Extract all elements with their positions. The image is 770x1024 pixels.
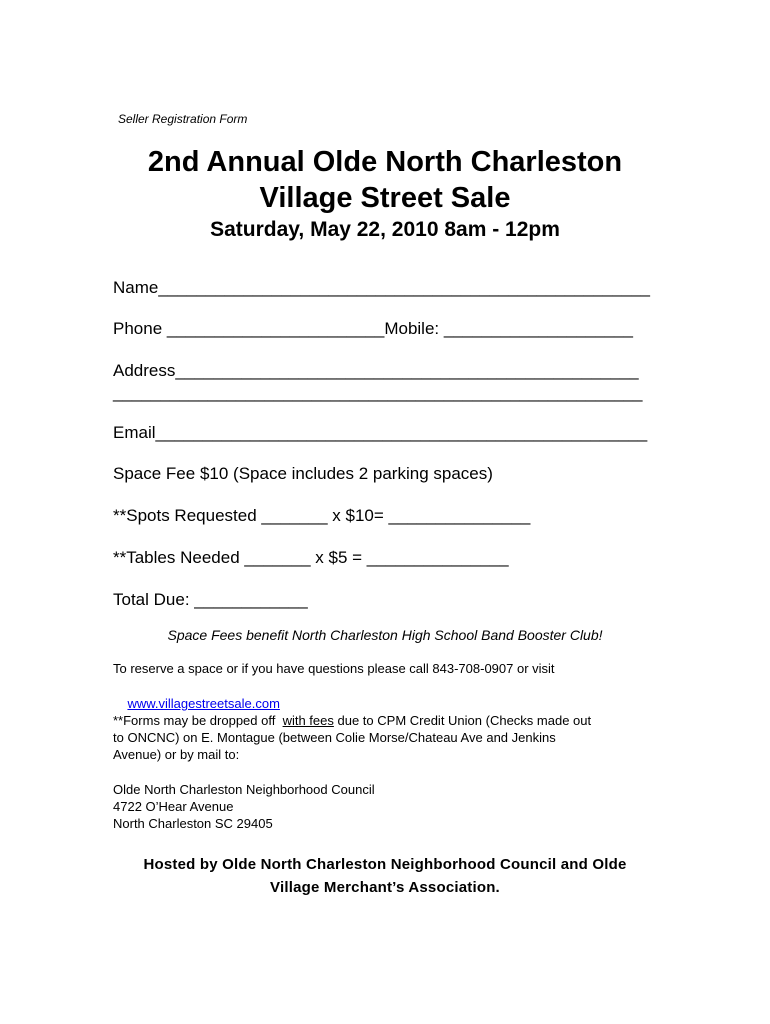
name-field[interactable]: Name____________________________________________________	[113, 278, 650, 297]
phone-mobile-field[interactable]: Phone _______________________Mobile: ____________________	[113, 319, 633, 338]
tables-needed-field[interactable]: **Tables Needed _______ x $5 = _______________	[113, 548, 509, 567]
hosted-by-line-2: Village Merchant’s Association.	[270, 879, 500, 896]
spots-requested-field[interactable]: **Spots Requested _______ x $10= _______________	[113, 506, 531, 525]
with-fees-underlined: with fees	[282, 713, 334, 728]
hosted-by-line-1: Hosted by Olde North Charleston Neighborhood Council and Olde	[143, 856, 627, 873]
mail-address-org: Olde North Charleston Neighborhood Council	[113, 782, 375, 797]
address-field[interactable]: Address_________________________________________________	[113, 361, 639, 380]
space-fee-text: Space Fee $10 (Space includes 2 parking spaces)	[113, 464, 493, 483]
address-field-line-2[interactable]: ________________________________________________________	[113, 383, 643, 402]
contact-text: To reserve a space or if you have questions please call 843-708-0907 or visit	[113, 661, 555, 676]
forms-note-prefix: **Forms may be dropped off	[113, 713, 283, 728]
benefit-note: Space Fees benefit North Charleston High School Band Booster Club!	[167, 627, 603, 643]
email-field[interactable]: Email____________________________________________________	[113, 423, 648, 442]
form-type-label: Seller Registration Form	[118, 112, 248, 126]
forms-note-line-3: Avenue) or by mail to:	[113, 747, 240, 762]
mail-address-street: 4722 O’Hear Avenue	[113, 799, 234, 814]
forms-note-line-1	[113, 712, 591, 729]
mail-address-city: North Charleston SC 29405	[113, 816, 273, 831]
event-date: Saturday, May 22, 2010 8am - 12pm	[210, 218, 560, 241]
event-title-line-2: Village Street Sale	[259, 182, 511, 214]
forms-note-line-2: to ONCNC) on E. Montague (between Colie Morse/Chateau Ave and Jenkins	[113, 730, 556, 745]
total-due-field[interactable]: Total Due: ____________	[113, 590, 308, 609]
forms-note-suffix: due to CPM Credit Union (Checks made out	[333, 713, 592, 728]
website-link[interactable]: www.villagestreetsale.com	[127, 696, 280, 711]
event-title-line-1: 2nd Annual Olde North Charleston	[147, 146, 623, 178]
